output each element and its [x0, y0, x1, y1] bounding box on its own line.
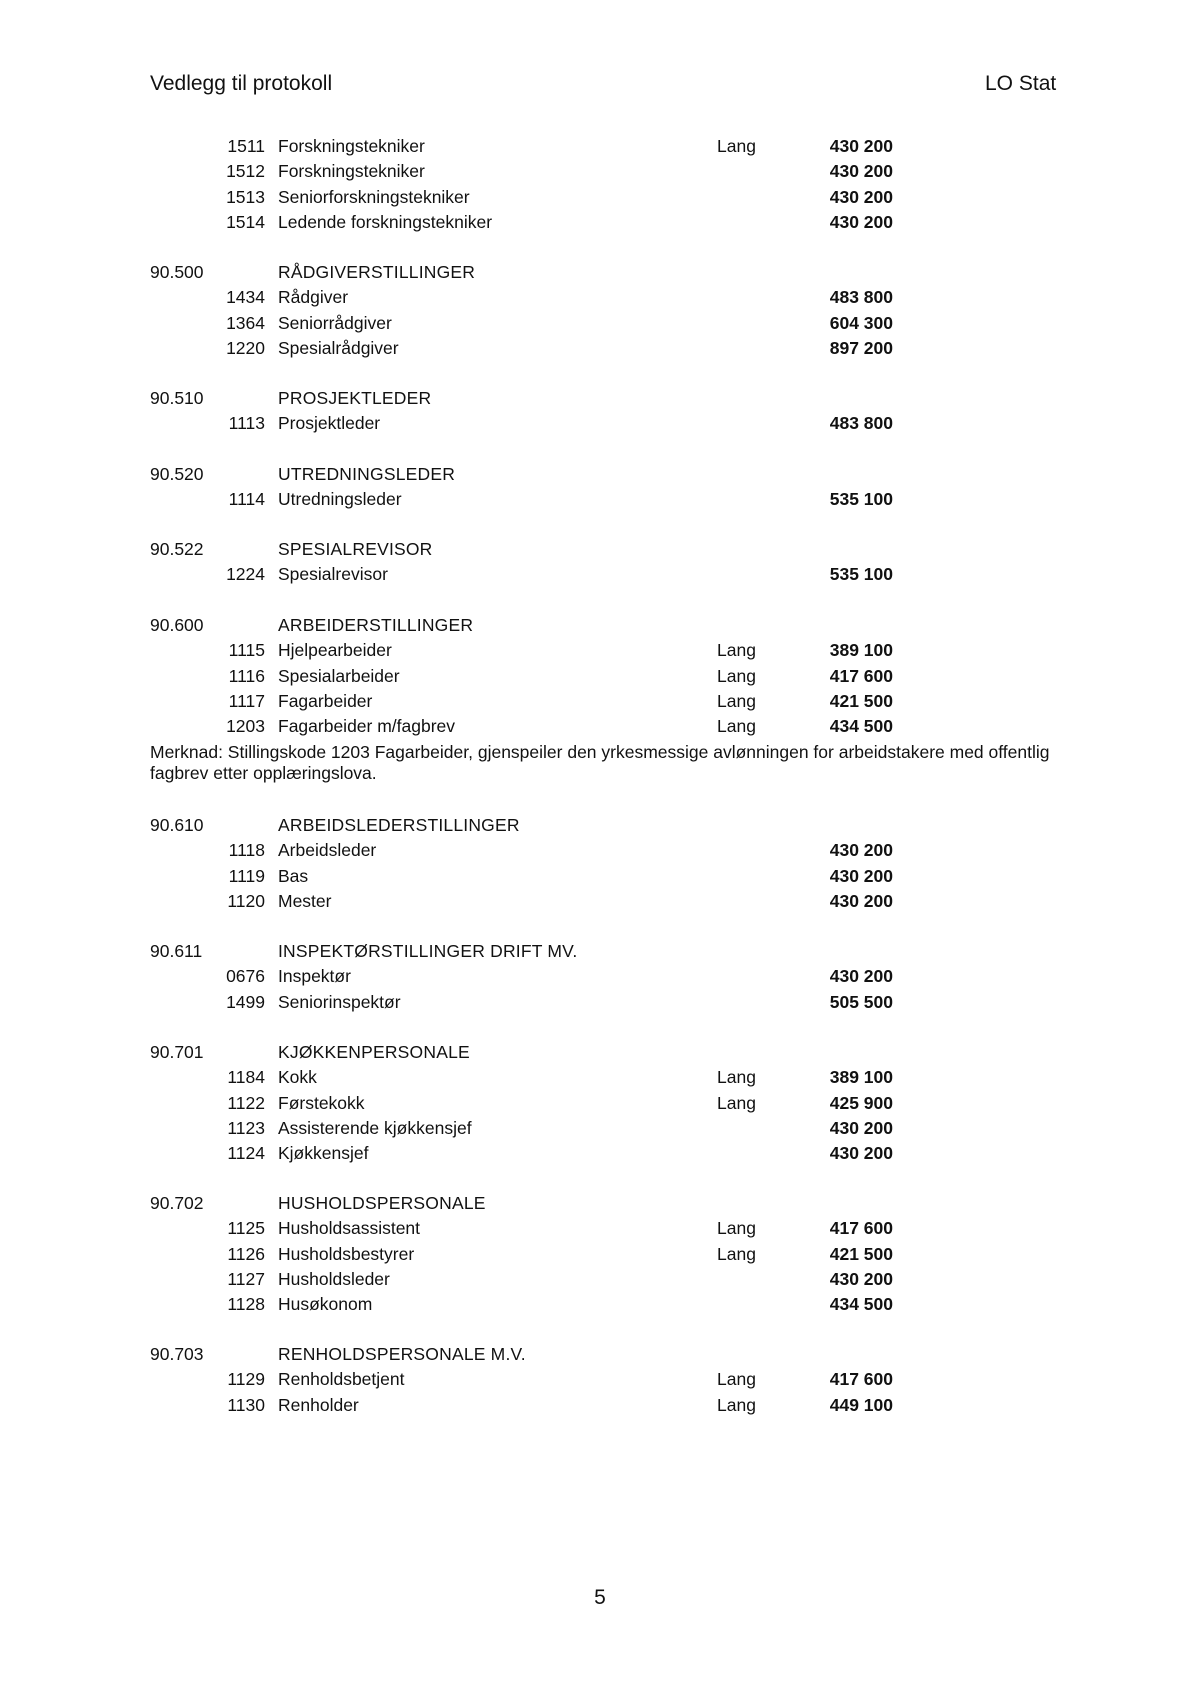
salary-value: 430 200 [829, 865, 893, 886]
salary-value: 430 200 [829, 1143, 893, 1164]
table-row [0, 637, 1200, 663]
table-row [0, 1140, 1200, 1166]
group-code: 90.701 [150, 1042, 204, 1062]
table-row [0, 1115, 1200, 1141]
group-title: INSPEKTØRSTILLINGER DRIFT MV. [278, 941, 578, 961]
table-row [0, 410, 1200, 436]
lang-marker: Lang [717, 1243, 756, 1264]
position-title: Renholder [278, 1394, 359, 1415]
position-title: Inspektør [278, 966, 351, 987]
salary-value: 430 200 [829, 966, 893, 987]
salary-value: 430 200 [829, 211, 893, 232]
position-code: 1130 [227, 1394, 265, 1415]
table-row [0, 209, 1200, 235]
salary-value: 434 500 [829, 716, 893, 737]
position-code: 1129 [227, 1369, 265, 1390]
table-row [0, 888, 1200, 914]
salary-value: 421 500 [829, 690, 893, 711]
salary-value: 430 200 [829, 186, 893, 207]
table-row [0, 663, 1200, 689]
salary-value: 430 200 [829, 136, 893, 156]
position-code: 1115 [228, 640, 265, 661]
salary-value: 417 600 [829, 1218, 893, 1239]
lang-marker: Lang [717, 1092, 756, 1113]
table-row [0, 863, 1200, 889]
lang-marker: Lang [717, 1218, 756, 1239]
table-row [0, 1392, 1200, 1418]
position-title: Bas [278, 865, 309, 886]
table-row [0, 837, 1200, 863]
position-title: Husholdsbestyrer [278, 1243, 415, 1264]
position-title: Prosjektleder [278, 413, 381, 434]
position-code: 1513 [226, 186, 265, 207]
salary-value: 430 200 [829, 890, 893, 911]
table-row [0, 989, 1200, 1015]
salary-value: 535 100 [829, 564, 893, 585]
salary-value: 604 300 [829, 312, 893, 333]
group-header-row [0, 461, 1200, 487]
position-code: 1113 [228, 413, 265, 434]
position-code: 1364 [226, 312, 265, 333]
position-code: 1124 [227, 1143, 265, 1164]
group-title: RENHOLDSPERSONALE M.V. [278, 1344, 526, 1364]
lang-marker: Lang [717, 1067, 756, 1088]
position-title: Seniorinspektør [278, 991, 401, 1012]
salary-value: 430 200 [829, 1268, 893, 1289]
salary-value: 434 500 [829, 1294, 893, 1315]
group-header-row [0, 812, 1200, 838]
group-header-row [0, 1190, 1200, 1216]
position-title: Seniorforskningstekniker [278, 186, 470, 207]
salary-value: 417 600 [829, 665, 893, 686]
group-header-row [0, 1039, 1200, 1065]
position-title: Husholdsleder [278, 1268, 390, 1289]
table-row [0, 184, 1200, 210]
position-title: Forskningstekniker [278, 161, 425, 182]
lang-marker: Lang [717, 1369, 756, 1390]
group-code: 90.611 [150, 941, 203, 961]
group-code: 90.510 [150, 388, 204, 408]
header-title: Vedlegg til protokoll [150, 72, 333, 95]
salary-value: 421 500 [829, 1243, 893, 1264]
salary-value: 505 500 [829, 991, 893, 1012]
position-code: 1122 [227, 1092, 265, 1113]
table-row [0, 158, 1200, 184]
position-title: Fagarbeider [278, 690, 373, 711]
table-row [0, 486, 1200, 512]
position-code: 1123 [227, 1117, 265, 1138]
position-code: 1184 [227, 1067, 265, 1088]
group-code: 90.703 [150, 1344, 204, 1364]
salary-value: 389 100 [829, 1067, 893, 1088]
table-row [0, 1064, 1200, 1090]
page-number: 5 [594, 1586, 606, 1609]
salary-value: 425 900 [829, 1092, 893, 1113]
group-code: 90.520 [150, 464, 204, 484]
salary-value: 430 200 [829, 1117, 893, 1138]
table-row [0, 1241, 1200, 1267]
position-title: Assisterende kjøkkensjef [278, 1117, 472, 1138]
lang-marker: Lang [717, 716, 756, 737]
lang-marker: Lang [717, 1394, 756, 1415]
position-code: 1117 [228, 690, 265, 711]
position-code: 1118 [228, 840, 265, 861]
group-header-row [0, 259, 1200, 285]
group-code: 90.610 [150, 815, 204, 835]
salary-value: 483 800 [829, 287, 893, 308]
table-row [0, 335, 1200, 361]
group-header-row [0, 536, 1200, 562]
group-title: KJØKKENPERSONALE [278, 1042, 470, 1062]
position-code: 1434 [226, 287, 265, 308]
position-code: 0676 [226, 966, 265, 987]
position-title: Spesialarbeider [278, 665, 400, 686]
position-title: Hjelpearbeider [278, 640, 392, 661]
group-code: 90.522 [150, 539, 204, 559]
lang-marker: Lang [717, 640, 756, 661]
position-code: 1120 [227, 890, 265, 911]
salary-value: 417 600 [829, 1369, 893, 1390]
table-row [0, 963, 1200, 989]
position-code: 1512 [226, 161, 265, 182]
group-title: UTREDNINGSLEDER [278, 464, 456, 484]
position-title: Forskningstekniker [278, 136, 425, 156]
position-code: 1125 [227, 1218, 265, 1239]
salary-value: 430 200 [829, 840, 893, 861]
position-title: Kjøkkensjef [278, 1143, 369, 1164]
group-header-row [0, 612, 1200, 638]
table-row [0, 688, 1200, 714]
position-title: Mester [278, 890, 332, 911]
position-code: 1127 [227, 1268, 265, 1289]
position-title: Spesialrådgiver [278, 337, 399, 358]
position-code: 1116 [228, 665, 265, 686]
table-row [0, 1366, 1200, 1392]
position-code: 1203 [226, 716, 265, 737]
group-title: HUSHOLDSPERSONALE [278, 1193, 486, 1213]
salary-value: 389 100 [829, 640, 893, 661]
table-row [0, 1090, 1200, 1116]
table-row [0, 561, 1200, 587]
position-title: Husholdsassistent [278, 1218, 421, 1239]
position-title: Husøkonom [278, 1294, 373, 1315]
position-code: 1126 [227, 1243, 265, 1264]
position-title: Ledende forskningstekniker [278, 211, 493, 232]
position-code: 1511 [227, 136, 265, 156]
position-code: 1514 [226, 211, 265, 232]
group-code: 90.500 [150, 262, 204, 282]
position-code: 1119 [228, 865, 265, 886]
position-title: Spesialrevisor [278, 564, 388, 585]
position-title: Utredningsleder [278, 489, 402, 510]
position-code: 1224 [226, 564, 265, 585]
position-code: 1499 [226, 991, 265, 1012]
table-row [0, 1215, 1200, 1241]
table-row [0, 713, 1200, 739]
position-title: Fagarbeider m/fagbrev [278, 716, 456, 737]
position-title: Kokk [278, 1067, 317, 1088]
position-code: 1128 [227, 1294, 265, 1315]
position-title: Rådgiver [278, 287, 349, 308]
position-title: Seniorrådgiver [278, 312, 392, 333]
group-title: PROSJEKTLEDER [278, 388, 432, 408]
table-row [0, 284, 1200, 310]
group-title: ARBEIDERSTILLINGER [278, 615, 474, 635]
position-title: Renholdsbetjent [278, 1369, 405, 1390]
salary-value: 483 800 [829, 413, 893, 434]
salary-value: 535 100 [829, 489, 893, 510]
lang-marker: Lang [717, 665, 756, 686]
salary-value: 449 100 [829, 1394, 893, 1415]
remark-note: Merknad: Stillingskode 1203 Fagarbeider, gjenspeiler den yrkesmessige avlønningen for arbeidstakere med offentlig fagbrev etter opplæringslova. [150, 741, 1050, 783]
header-organization: LO Stat [985, 72, 1057, 95]
lang-marker: Lang [717, 136, 756, 156]
lang-marker: Lang [717, 690, 756, 711]
table-row [0, 1291, 1200, 1317]
group-title: SPESIALREVISOR [278, 539, 433, 559]
position-code: 1114 [228, 489, 265, 510]
group-header-row [0, 938, 1200, 964]
group-code: 90.600 [150, 615, 204, 635]
group-title: RÅDGIVERSTILLINGER [278, 262, 476, 282]
position-code: 1220 [226, 337, 265, 358]
table-row [0, 133, 1200, 159]
salary-value: 430 200 [829, 161, 893, 182]
position-title: Førstekokk [278, 1092, 365, 1113]
position-title: Arbeidsleder [278, 840, 377, 861]
group-header-row [0, 385, 1200, 411]
salary-value: 897 200 [829, 337, 893, 358]
table-row [0, 310, 1200, 336]
group-title: ARBEIDSLEDERSTILLINGER [278, 815, 520, 835]
group-header-row [0, 1341, 1200, 1367]
group-code: 90.702 [150, 1193, 204, 1213]
table-row [0, 1266, 1200, 1292]
